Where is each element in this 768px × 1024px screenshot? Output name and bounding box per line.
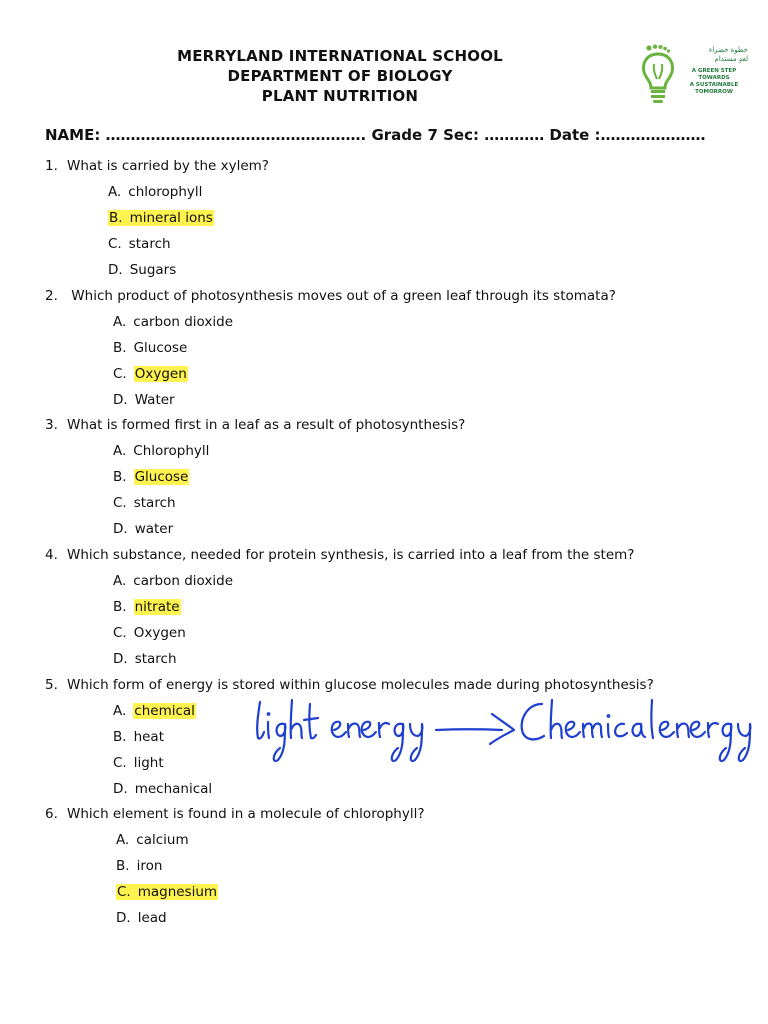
answer-option	[113, 340, 187, 356]
school-logo	[636, 44, 748, 106]
answer-option	[113, 573, 233, 589]
option-text: heat	[133, 729, 164, 745]
option-text: lead	[137, 910, 167, 926]
option-text: Water	[134, 392, 175, 408]
option-text: mineral ions	[129, 210, 213, 226]
option-letter: C.	[113, 495, 127, 511]
question-text: Which form of energy is stored within glucose molecules made during photosynthesis?	[67, 677, 654, 693]
answer-option	[113, 651, 177, 667]
option-letter: D.	[113, 521, 128, 537]
answer-option	[113, 314, 233, 330]
answer-option	[113, 599, 181, 615]
option-letter: B.	[113, 340, 127, 356]
answer-option	[108, 262, 176, 278]
option-letter: D.	[108, 262, 123, 278]
question-2	[45, 288, 616, 304]
answer-option	[113, 625, 186, 641]
answer-option	[113, 495, 176, 511]
option-text: Glucose	[133, 340, 188, 356]
option-letter: D.	[113, 392, 128, 408]
answer-option	[113, 443, 209, 459]
option-text: Chlorophyll	[133, 443, 210, 459]
question-4	[45, 547, 634, 563]
answer-option	[113, 781, 212, 797]
answer-option	[113, 703, 196, 719]
document-header	[120, 46, 560, 106]
answer-option	[108, 184, 202, 200]
option-letter: C.	[117, 884, 131, 900]
answer-option	[108, 236, 171, 252]
question-1	[45, 158, 269, 174]
option-letter: A.	[113, 703, 127, 719]
option-letter: B.	[109, 210, 123, 226]
question-number: 5.	[45, 677, 58, 693]
option-letter: A.	[113, 443, 127, 459]
option-text: starch	[128, 236, 171, 252]
question-number: 3.	[45, 417, 58, 433]
logo-english-text: A GREEN STEP TOWARDS A SUSTAINABLE TOMORROW	[689, 68, 739, 95]
option-letter: C.	[113, 625, 127, 641]
option-text: chlorophyll	[128, 184, 203, 200]
option-letter: D.	[113, 651, 128, 667]
option-text: Glucose	[134, 469, 189, 485]
handwritten-annotation	[250, 690, 760, 785]
option-text: Oxygen	[134, 366, 187, 382]
option-letter: B.	[113, 599, 127, 615]
question-text: Which product of photosynthesis moves out of a green leaf through its stomata?	[67, 288, 616, 304]
option-text: carbon dioxide	[133, 314, 233, 330]
question-text: What is carried by the xylem?	[67, 158, 269, 174]
option-letter: C.	[113, 755, 127, 771]
option-letter: A.	[116, 832, 130, 848]
answer-option	[113, 755, 164, 771]
option-text: iron	[136, 858, 163, 874]
question-number: 1.	[45, 158, 58, 174]
option-text: starch	[133, 495, 176, 511]
answer-option	[116, 910, 167, 926]
option-letter: B.	[113, 469, 127, 485]
option-letter: C.	[108, 236, 122, 252]
option-text: mechanical	[134, 781, 213, 797]
option-text: starch	[134, 651, 177, 667]
question-text: What is formed first in a leaf as a result of photosynthesis?	[67, 417, 466, 433]
answer-highlight	[116, 884, 218, 900]
student-info-line: NAME: ……………………………………………. Grade 7 Sec: ………… Date :…………………	[45, 126, 706, 144]
option-text: magnesium	[137, 884, 218, 900]
answer-option	[113, 392, 175, 408]
option-letter: C.	[113, 366, 127, 382]
option-letter: A.	[113, 314, 127, 330]
option-text: light	[133, 755, 164, 771]
question-6	[45, 806, 425, 822]
option-text: carbon dioxide	[133, 573, 233, 589]
option-text: Sugars	[129, 262, 177, 278]
department-name: DEPARTMENT OF BIOLOGY	[227, 67, 453, 85]
answer-option	[108, 210, 214, 226]
option-text: water	[134, 521, 174, 537]
answer-option	[113, 469, 189, 485]
option-letter: A.	[113, 573, 127, 589]
school-name: MERRYLAND INTERNATIONAL SCHOOL	[177, 47, 503, 65]
question-text: Which element is found in a molecule of chlorophyll?	[67, 806, 425, 822]
answer-option	[113, 366, 188, 382]
logo-arabic-text: خطوة خضراء لغدٍ مستدام	[708, 46, 748, 63]
option-letter: B.	[113, 729, 127, 745]
lightbulb-footprint-icon	[636, 44, 680, 106]
question-number: 2.	[45, 288, 58, 304]
option-letter: D.	[116, 910, 131, 926]
answer-option	[113, 729, 164, 745]
answer-option	[116, 884, 218, 900]
option-letter: D.	[113, 781, 128, 797]
question-3	[45, 417, 465, 433]
option-text: Oxygen	[133, 625, 186, 641]
option-text: calcium	[136, 832, 189, 848]
option-letter: A.	[108, 184, 122, 200]
worksheet-title: PLANT NUTRITION	[261, 87, 419, 105]
question-number: 4.	[45, 547, 58, 563]
question-text: Which substance, needed for protein synthesis, is carried into a leaf from the stem?	[67, 547, 635, 563]
option-text: nitrate	[134, 599, 180, 615]
answer-highlight	[108, 210, 214, 226]
answer-option	[113, 521, 173, 537]
option-text: chemical	[134, 703, 195, 719]
question-number: 6.	[45, 806, 58, 822]
option-letter: B.	[116, 858, 130, 874]
answer-option	[116, 832, 189, 848]
answer-highlight	[134, 366, 188, 382]
answer-option	[116, 858, 162, 874]
